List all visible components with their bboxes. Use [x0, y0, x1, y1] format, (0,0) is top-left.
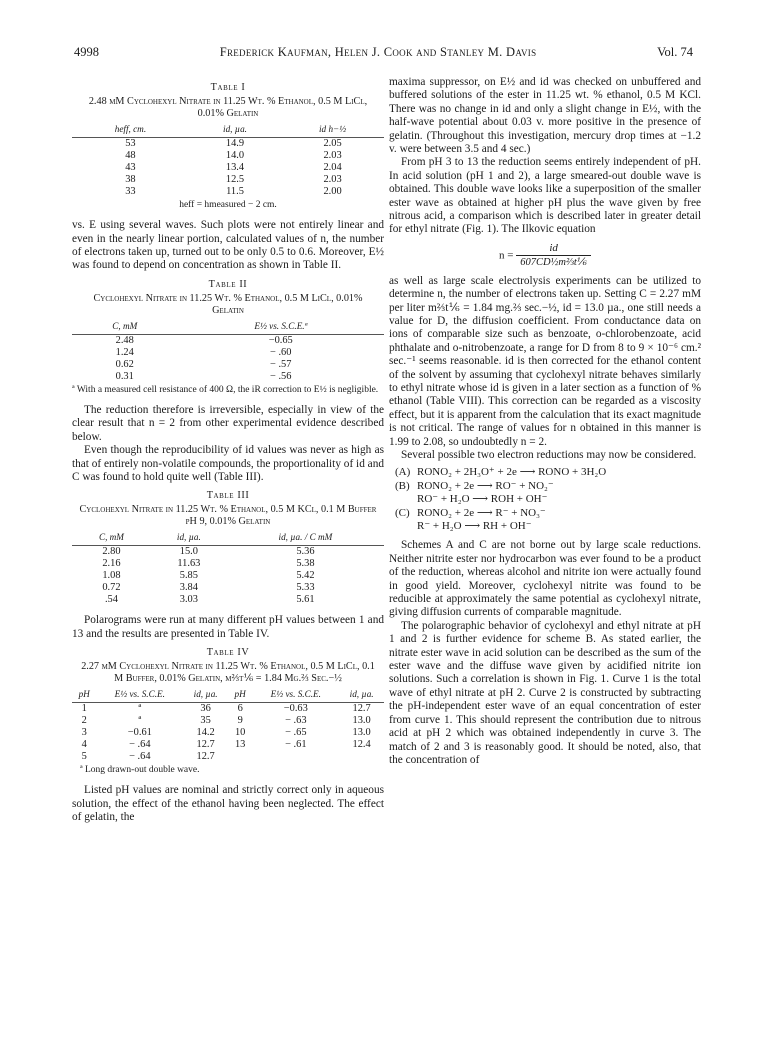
table-3-label: Table III — [206, 490, 250, 502]
table-4-label: Table IV — [206, 647, 250, 659]
table-row — [72, 594, 384, 606]
page-number: 4998 — [74, 45, 99, 59]
table-cell: 2.80 — [102, 546, 121, 558]
table-cell: 13.4 — [225, 162, 245, 173]
scheme-equation: RONO₂ + 2e ⟶ R⁻ + NO₃⁻ — [417, 506, 546, 519]
table-2-header: E½ vs. S.C.E.ª — [177, 320, 384, 335]
table-cell: 1.08 — [102, 570, 121, 582]
table-4 — [72, 647, 384, 776]
table-cell: 0.62 — [115, 358, 134, 370]
table-cell: 38 — [125, 174, 136, 185]
table-cell: 14.2 — [196, 727, 215, 739]
table-cell: 5 — [81, 751, 87, 763]
table-3-title: Cyclohexyl Nitrate in 11.25 Wt. % Ethanol, 0.5 M KCl, 0.1 M Buffer pH 9, 0.01% Gelatin — [79, 504, 377, 528]
scheme-c-continuation: R⁻ + H₂O ⟶ RH + OH⁻ — [417, 520, 532, 532]
body-paragraph: as well as large scale electrolysis experiments can be utilized to determine n, the number of electrons taken up. Setting C = 2.27 mM per liter m⅔t⅙ = 1.84 mg.⅔ sec.−½, id = 13.0 µa., one still needs a value for D, the diffusion coefficient. From conductance data on ions of comparable size such as benzoate, o-chlorobenzoate, acid phthalate and o-nitrobenzoate, a range for D from 8 to 9 × 10⁻⁶ cm.² sec.⁻¹ seems reasonable. id is then corrected for the ethanol content of the solvent by assuming that cyclohexyl nitrate behaves similarly to ethyl nitrate whose id is given in a later section as a function of % ethanol (Table VIII). This correction can be regarded as a viscosity effect, but it is apparent from the calculation that its exact magnitude is not critical. The range of values for n obtained in this manner is 1.99 to 2.08, so undoubtedly n = 2. — [389, 274, 701, 448]
table-row — [72, 138, 384, 151]
table-cell: − .65 — [285, 727, 307, 739]
table-row — [72, 150, 384, 162]
table-row — [72, 186, 384, 198]
table-cell: − .64 — [129, 739, 151, 751]
table-3-header: id, µa. / C mM — [227, 531, 384, 546]
table-cell: 2.48 — [115, 334, 134, 346]
table-4-grid — [72, 688, 384, 763]
body-paragraph: Even though the reproducibility of id values was never as high as that of entirely non-volatile compounds, the proportionality of id and C was found to hold quite well (Table III). — [72, 444, 384, 484]
table-4-header: id, µa. — [339, 688, 384, 703]
table-cell: 9 — [237, 715, 243, 727]
table-cell: 13.0 — [352, 727, 371, 739]
table-cell: − .61 — [285, 739, 307, 751]
table-cell: 3.84 — [179, 582, 198, 594]
table-cell: .54 — [104, 594, 118, 606]
table-cell: − .64 — [129, 751, 151, 763]
table-4-header: pH — [72, 688, 96, 703]
table-row — [72, 162, 384, 174]
table-2 — [72, 279, 384, 396]
table-3-header: C, mM — [72, 531, 151, 546]
table-2-label: Table II — [208, 278, 248, 290]
table-cell: 2.00 — [323, 186, 342, 197]
table-cell: 5.33 — [296, 582, 315, 594]
body-paragraph: Listed pH values are nominal and strictly correct only in aqueous solution, the effect of the ethanol having been neglected. The effect of gelatin, the — [72, 784, 384, 824]
table-cell: −0.65 — [268, 334, 293, 346]
table-cell: 11.5 — [226, 186, 244, 197]
table-cell: 13 — [234, 739, 246, 751]
table-row — [72, 751, 384, 763]
table-row — [72, 739, 384, 751]
table-2-note: ª With a measured cell resistance of 400 Ω, the iR correction to E½ is negligible. — [72, 384, 379, 395]
left-column — [72, 76, 384, 825]
table-cell: 33 — [125, 186, 136, 197]
table-cell: 2.16 — [102, 558, 121, 570]
table-1-label: Table I — [210, 82, 246, 93]
table-cell: 2.05 — [323, 138, 342, 149]
table-cell: − .57 — [270, 358, 292, 370]
table-1-note: heff = hmeasured − 2 cm. — [179, 200, 277, 210]
table-1-header: id, µa. — [189, 123, 281, 138]
table-cell: 4 — [81, 739, 87, 751]
table-1-header: heff, cm. — [72, 123, 189, 138]
scheme-c — [395, 507, 701, 520]
table-1-grid — [72, 123, 384, 198]
table-row — [72, 715, 384, 727]
table-4-title: 2.27 mM Cyclohexyl Nitrate in 11.25 Wt. % Ethanol, 0.5 M LiCl, 0.1 M Buffer, 0.01% Gelatin, m⅔t⅙ = 1.84 Mg.⅔ Sec.−½ — [81, 661, 375, 685]
table-row — [72, 703, 384, 716]
table-cell: ª — [138, 715, 142, 727]
table-cell: 1.24 — [115, 346, 134, 358]
table-cell: 1 — [81, 703, 87, 715]
scheme-a — [395, 466, 701, 479]
scheme-b — [395, 480, 701, 493]
volume-label: Vol. 74 — [657, 45, 693, 59]
table-cell: 3 — [81, 727, 87, 739]
right-column — [389, 76, 701, 767]
table-cell: 15.0 — [179, 546, 198, 558]
table-cell — [228, 751, 252, 763]
table-row — [72, 582, 384, 594]
table-cell: 53 — [125, 138, 136, 149]
table-row — [72, 558, 384, 570]
table-4-note: ª Long drawn-out double wave. — [80, 765, 200, 776]
table-cell: 10 — [234, 727, 246, 739]
table-cell: − .63 — [285, 715, 307, 727]
table-cell: 5.36 — [296, 546, 315, 558]
body-paragraph: From pH 3 to 13 the reduction seems entirely independent of pH. In acid solution (pH 1 and 2), a large smeared-out double wave is obtained. This double wave looks like a superposition of the smaller ester wave as obtained at higher pH plus the wave given by free nitrous acid, a comparison which is described later in greater detail for ethyl nitrate (Fig. 1). The Ilkovic equation — [389, 156, 701, 236]
body-paragraph: Several possible two electron reductions may now be considered. — [401, 448, 697, 461]
table-cell: 35 — [200, 715, 211, 727]
scheme-label: (A) — [395, 466, 411, 479]
table-cell: 0.72 — [102, 582, 121, 594]
table-row — [72, 371, 384, 383]
table-row — [72, 347, 384, 359]
equation-denominator: 607CD½m⅔t⅙ — [520, 257, 587, 269]
table-cell: 2.03 — [323, 174, 342, 185]
table-cell: 2.03 — [323, 150, 342, 161]
table-4-header: E½ vs. S.C.E. — [96, 688, 183, 703]
table-3 — [72, 490, 384, 606]
table-1 — [72, 82, 384, 211]
scheme-b-continuation: RO⁻ + H₂O ⟶ ROH + OH⁻ — [417, 493, 548, 506]
table-row — [72, 334, 384, 347]
table-cell: 5.61 — [296, 594, 315, 606]
body-paragraph: Schemes A and C are not borne out by large scale reductions. Neither nitrite ester nor hydrocarbon was ever found to be a product of the reduction, whereas alcohol and nitrite ion were actually found in good yield. Moreover, cyclohexyl nitrite was found to be reducible at approximately the same potential as cyclohexyl nitrate, giving diffusion currents of comparable magnitude. — [389, 539, 701, 619]
body-paragraph: vs. E using several waves. Such plots were not entirely linear and even in the nearly linear portion, calculated values of n, the number of electrons taken up, turned out to be only 0.5 to 0.6. Moreover, E½ was found to depend on concentration as shown in Table II. — [72, 219, 384, 272]
body-paragraph: maxima suppressor, on E½ and id was checked on unbuffered and buffered solutions of the ester in 11.25 wt. % ethanol, 0.5 M KCl. There was no change in id and only a slight change in E½, with the half-wave potential about 0.03 v. more positive in the presence of gelatin. (Throughout this investigation, mercury drop times at −1.2 v. were between 3.5 and 4 sec.) — [389, 76, 701, 156]
equation-lhs: n = — [499, 249, 514, 262]
table-2-title: Cyclohexyl Nitrate in 11.25 Wt. % Ethanol, 0.5 M LiCl, 0.01% Gelatin — [93, 292, 363, 316]
table-cell: 5.85 — [179, 570, 198, 582]
table-row — [72, 727, 384, 739]
table-1-title: 2.48 mM Cyclohexyl Nitrate in 11.25 Wt. % Ethanol, 0.5 M LiCl, 0.01% Gelatin — [88, 96, 368, 119]
equation-fraction — [516, 242, 591, 270]
table-cell: 12.7 — [196, 739, 215, 751]
table-cell: 12.4 — [352, 739, 371, 751]
table-cell — [252, 751, 339, 763]
table-cell: 2.04 — [323, 162, 342, 173]
table-cell: ª — [138, 703, 142, 715]
table-cell: 48 — [125, 150, 136, 161]
table-row — [72, 546, 384, 559]
table-cell: 36 — [200, 703, 211, 715]
table-4-header: E½ vs. S.C.E. — [252, 688, 339, 703]
body-paragraph: Polarograms were run at many different pH values between 1 and 13 and the results are presented in Table IV. — [72, 614, 384, 640]
table-3-grid — [72, 531, 384, 606]
table-cell: 6 — [237, 703, 243, 715]
table-cell: 11.63 — [177, 558, 201, 570]
scheme-label: (B) — [395, 479, 410, 492]
table-cell — [339, 751, 384, 763]
table-cell: −0.61 — [127, 727, 152, 739]
table-cell: 12.7 — [196, 751, 215, 763]
table-cell: 3.03 — [179, 594, 198, 606]
table-cell: 14.0 — [225, 150, 245, 161]
running-header — [74, 45, 693, 61]
table-1-header: id h−½ — [281, 123, 384, 138]
table-4-header: pH — [228, 688, 252, 703]
table-cell: −0.63 — [283, 703, 308, 715]
table-3-header: id, µa. — [151, 531, 227, 546]
scheme-equation: RONO₂ + 2H₃O⁺ + 2e ⟶ RONO + 3H₂O — [417, 466, 607, 479]
table-cell: 43 — [125, 162, 136, 173]
table-cell: 14.9 — [225, 138, 245, 149]
table-row — [72, 570, 384, 582]
table-cell: 5.42 — [296, 570, 315, 582]
scheme-equation: RONO₂ + 2e ⟶ RO⁻ + NO₂⁻ — [417, 479, 554, 492]
table-cell: 0.31 — [115, 370, 134, 382]
body-paragraph: The reduction therefore is irreversible, especially in view of the clear result that n = 2 from other experimental evidence described below. — [72, 404, 384, 443]
table-cell: − .60 — [270, 346, 292, 358]
table-row — [72, 359, 384, 371]
table-cell: 12.5 — [225, 174, 245, 185]
table-4-header: id, µa. — [183, 688, 228, 703]
table-row — [72, 174, 384, 186]
table-cell: 2 — [81, 715, 87, 727]
equation-numerator: id — [516, 242, 591, 256]
ilkovic-equation — [389, 242, 701, 270]
table-cell: 13.0 — [352, 715, 371, 727]
body-paragraph: The polarographic behavior of cyclohexyl and ethyl nitrate at pH 1 and 2 is further evidence for scheme B. As stated earlier, the nitrate ester wave in acid solution can be described as the sum of the ester wave and the diffuse wave given by acidified nitrite ion solutions. Such a correlation is shown in Fig. 1. Curve 1 is the total wave of ethyl nitrate at pH 2. Curve 2 is constructed by subtracting the pH-independent ester wave of an equal concentration of ester from curve 1. This should represent the contribution due to nitrous acid at pH 2 which was obtained independently in curve 3. The match of 2 and 3 is reasonably good. It should be noted, also, that the concentration of — [389, 619, 701, 766]
table-cell: 5.38 — [296, 558, 315, 570]
author-line: Frederick Kaufman, Helen J. Cook and Stanley M. Davis — [219, 45, 537, 59]
scheme-label: (C) — [395, 506, 410, 519]
table-cell: 12.7 — [352, 703, 371, 715]
table-cell: − .56 — [270, 370, 292, 382]
table-2-grid — [72, 320, 384, 383]
reaction-schemes — [395, 466, 701, 533]
table-2-header: C, mM — [72, 320, 177, 335]
